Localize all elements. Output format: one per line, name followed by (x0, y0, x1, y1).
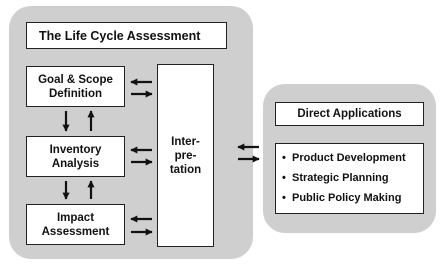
list-item: • Product Development (282, 152, 406, 164)
interpretation-box: Inter- pre- tation (157, 64, 214, 247)
list-item: • Public Policy Making (282, 192, 402, 204)
applications-title: Direct Applications (275, 102, 424, 126)
lca-title: The Life Cycle Assessment (26, 22, 227, 49)
list-item-label: Product Development (292, 152, 406, 164)
list-item-label: Public Policy Making (292, 192, 402, 204)
goal-scope-box: Goal & Scope Definition (26, 66, 125, 107)
list-item-label: Strategic Planning (292, 172, 389, 184)
list-item: • Strategic Planning (282, 172, 389, 184)
inventory-analysis-box: Inventory Analysis (26, 136, 125, 177)
impact-assessment-box: Impact Assessment (26, 204, 125, 245)
